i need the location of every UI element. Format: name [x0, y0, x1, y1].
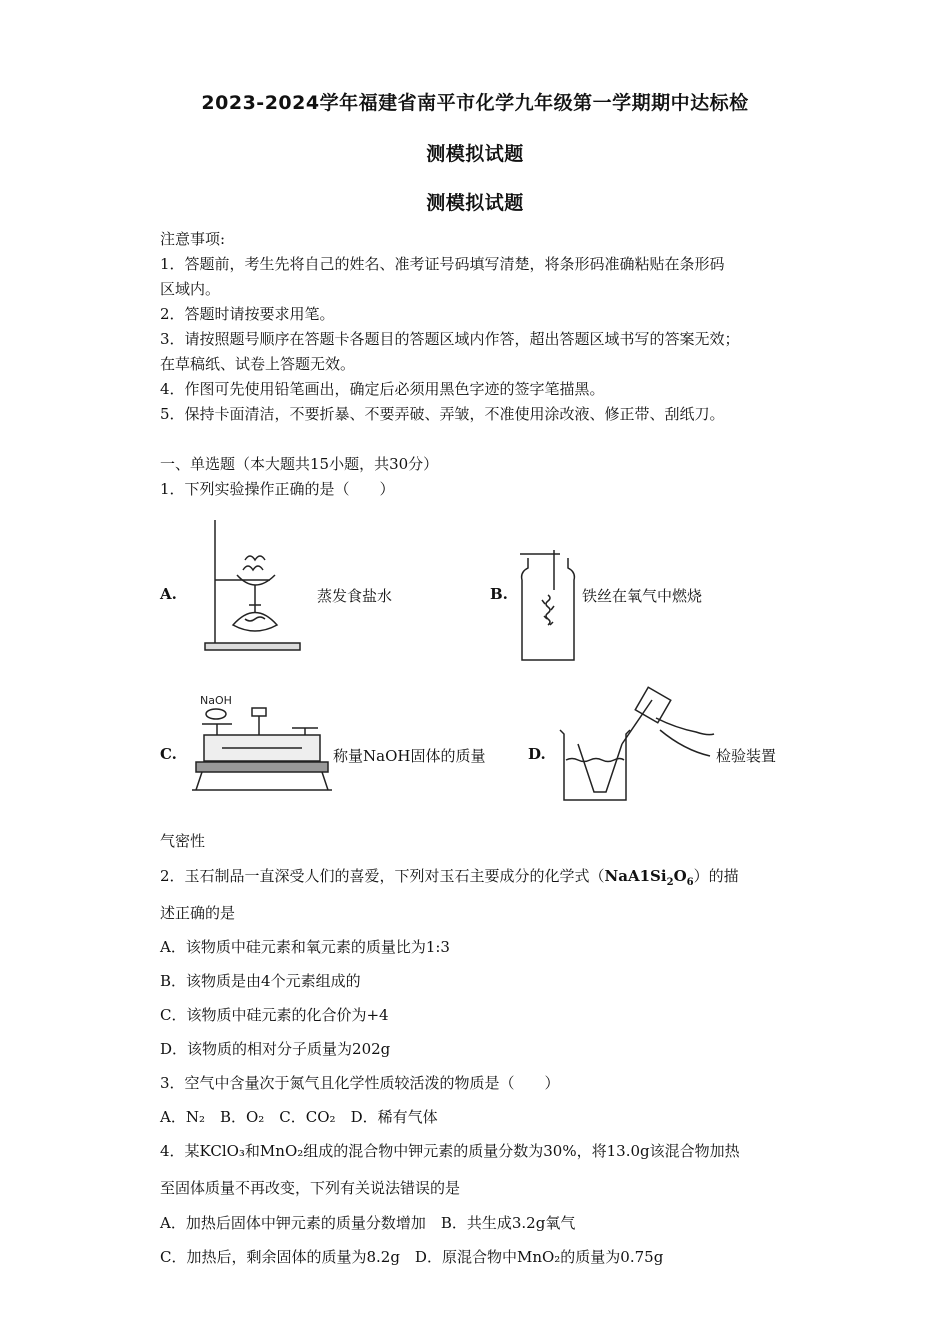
q1-option-a-text: 蒸发食盐水 [317, 587, 393, 605]
title-line-3: 测模拟试题 [426, 192, 524, 214]
notice-heading: 注意事项: [160, 230, 226, 248]
q1-option-d-continued: 气密性 [160, 832, 206, 850]
naoh-label: NaOH [200, 694, 232, 707]
q2-option-b: B．该物质是由4个元素组成的 [160, 972, 361, 990]
q1-option-d-text: 检验装置 [716, 747, 777, 765]
notice-item-1b: 区域内。 [160, 280, 221, 298]
notice-item-5: 5．保持卡面清洁，不要折暴、不要弄破、弄皱，不准使用涂改液、修正带、刮纸刀。 [160, 405, 725, 423]
q1-option-d-label: D. [528, 745, 546, 763]
q2-formula [604, 867, 694, 888]
notice-item-4: 4．作图可先使用铅笔画出，确定后必须用黑色字迹的签字笔描黑。 [160, 380, 605, 398]
gas-bottle-figure [518, 550, 580, 662]
q1-option-a-label: A. [160, 585, 177, 603]
q4-stem-line-2: 至固体质量不再改变，下列有关说法错误的是 [160, 1179, 461, 1197]
q4-stem-line-1: 4．某KClO₃和MnO₂组成的混合物中钾元素的质量分数为30%，将13.0g该混合物加热 [160, 1142, 740, 1160]
q1-option-c-text: 称量NaOH固体的质量 [333, 747, 486, 765]
formula-sub-2: 6 [686, 877, 694, 888]
airtightness-check-figure [556, 688, 716, 806]
notice-item-2: 2．答题时请按要求用笔。 [160, 305, 335, 323]
section-heading: 一、单选题（本大题共15小题，共30分） [160, 455, 439, 473]
q2-option-a: A．该物质中硅元素和氧元素的质量比为1:3 [160, 938, 450, 956]
formula-main: NaA1Si [604, 867, 667, 885]
q1-option-b-label: B. [490, 585, 508, 603]
q1-stem: 1．下列实验操作正确的是（ ） [160, 480, 395, 498]
q2-option-c: C．该物质中硅元素的化合价为+4 [160, 1006, 389, 1024]
q1-option-b-text: 铁丝在氧气中燃烧 [582, 587, 703, 605]
notice-item-3b: 在草稿纸、试卷上答题无效。 [160, 355, 356, 373]
q4-options-cd: C．加热后，剩余固体的质量为8.2g D．原混合物中MnO₂的质量为0.75g [160, 1248, 664, 1266]
balance-scale-figure [192, 690, 332, 800]
notice-item-1a: 1．答题前，考生先将自己的姓名、准考证号码填写清楚，将条形码准确粘贴在条形码 [160, 255, 725, 273]
q2-stem-a: 2．玉石制品一直深受人们的喜爱，下列对玉石主要成分的化学式（ [160, 867, 605, 885]
q2-option-d: D．该物质的相对分子质量为202g [160, 1040, 391, 1058]
formula-sub-1: 2 [666, 877, 674, 888]
evaporation-apparatus-figure [195, 515, 305, 655]
q2-stem-b: ）的描 [693, 867, 739, 885]
title-line-2: 测模拟试题 [426, 143, 524, 165]
notice-item-3a: 3．请按照题号顺序在答题卡各题目的答题区域内作答，超出答题区域书写的答案无效； [160, 330, 740, 348]
q2-stem-line-1 [160, 865, 739, 888]
q3-stem: 3．空气中含量次于氮气且化学性质较活泼的物质是（ ） [160, 1074, 560, 1092]
q2-stem-line-2: 述正确的是 [160, 904, 236, 922]
q4-options-ab: A．加热后固体中钾元素的质量分数增加 B．共生成3.2g氧气 [160, 1214, 576, 1232]
formula-o: O [673, 867, 687, 885]
title-line-1: 2023-2024学年福建省南平市化学九年级第一学期期中达标检 [201, 92, 749, 114]
q3-options: A．N₂ B．O₂ C．CO₂ D．稀有气体 [160, 1108, 438, 1126]
q1-option-c-label: C. [160, 745, 177, 763]
